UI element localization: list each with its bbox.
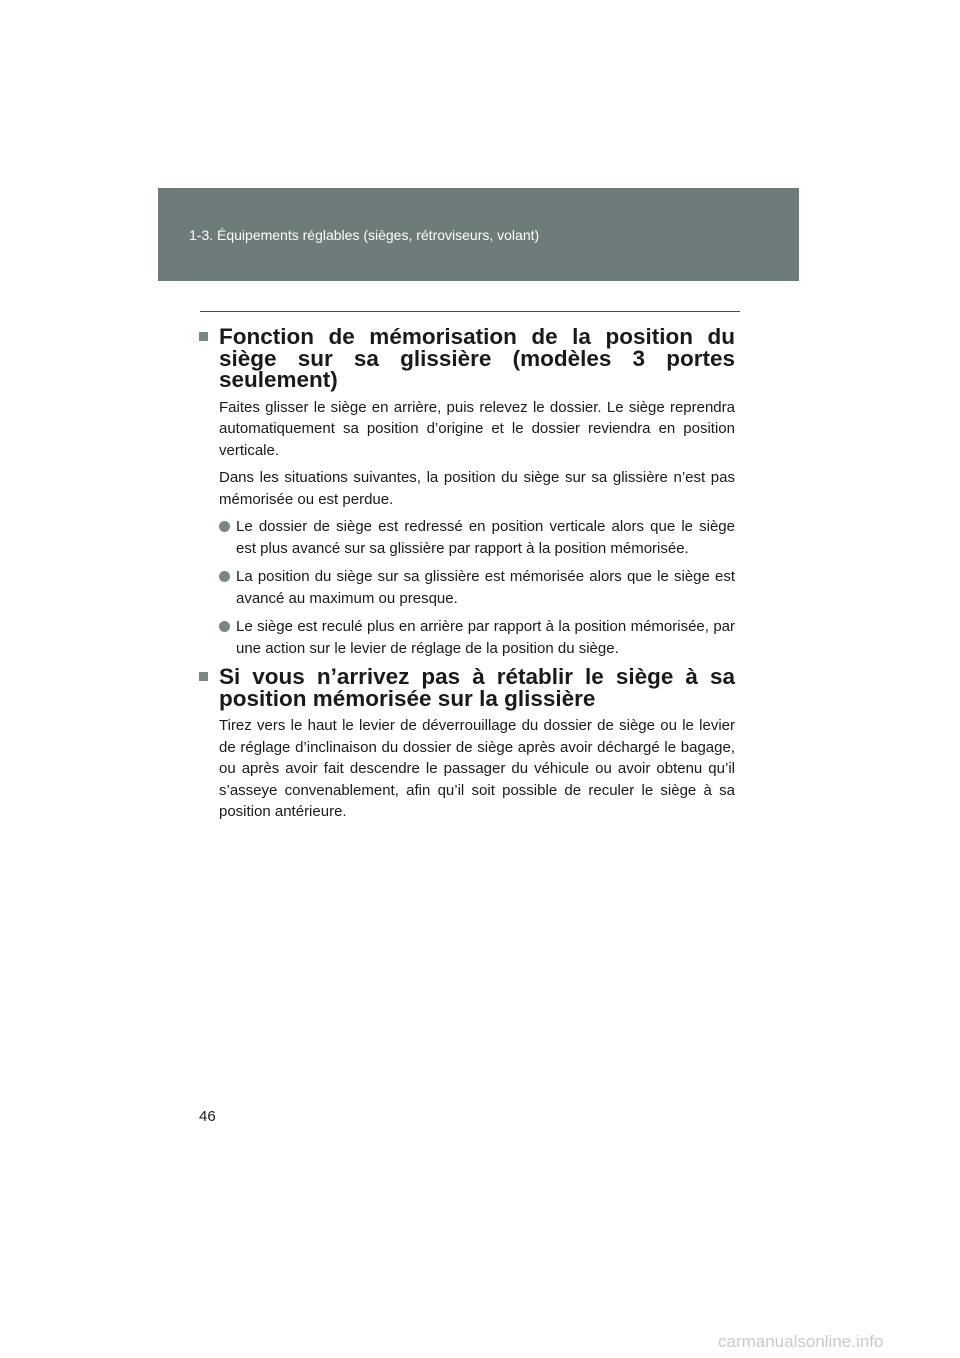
square-bullet-icon (199, 672, 208, 681)
watermark: carmanualsonline.info (718, 1332, 884, 1351)
list-item-text: Le dossier de siège est redressé en position verticale alors que le siège est plus avancé sur sa glissière par rapport à la position mémorisée. (236, 518, 735, 557)
section-memory-function (199, 326, 735, 659)
section-heading (199, 666, 735, 709)
header-divider (200, 311, 740, 312)
paragraph: Faites glisser le siège en arrière, puis relevez le dossier. Le siège reprendra automatiquement sa position d’origine et le dossier reviendra en position verticale. (219, 398, 735, 459)
chapter-section-title: 1-3. Équipements réglables (sièges, rétroviseurs, volant) (189, 227, 540, 243)
list-item (219, 566, 735, 609)
list-item-text: Le siège est reculé plus en arrière par rapport à la position mémorisée, par une action sur le levier de réglage de la position du siège. (236, 618, 735, 657)
section-heading-text: Fonction de mémorisation de la position du siège sur sa glissière (modèles 3 portes seulement) (219, 324, 735, 392)
round-bullet-icon (219, 571, 230, 582)
list-item (219, 516, 735, 559)
section-heading (199, 326, 735, 391)
paragraph: Tirez vers le haut le levier de déverrouillage du dossier de siège ou le levier de réglage d’inclinaison du dossier de siège après avoir déchargé le bagage, ou après avoir fait descendre le passager du véhicule ou avoir obtenu qu’il s’asseye convenablement, afin qu’il soit possible de reculer le siège à sa position antérieure. (219, 717, 735, 820)
section-heading-text: Si vous n’arrivez pas à rétablir le siège à sa position mémorisée sur la glissière (219, 664, 735, 711)
list-item (219, 616, 735, 659)
round-bullet-icon (219, 521, 230, 532)
situation-list (219, 516, 735, 659)
page-content (199, 326, 735, 823)
section-restore-position (199, 666, 735, 823)
page-number: 46 (199, 1108, 216, 1125)
round-bullet-icon (219, 621, 230, 632)
paragraph: Dans les situations suivantes, la position du siège sur sa glissière n’est pas mémorisée ou est perdue. (219, 469, 735, 508)
chapter-header-band (158, 188, 799, 281)
square-bullet-icon (199, 332, 208, 341)
list-item-text: La position du siège sur sa glissière est mémorisée alors que le siège est avancé au maximum ou presque. (236, 568, 735, 607)
